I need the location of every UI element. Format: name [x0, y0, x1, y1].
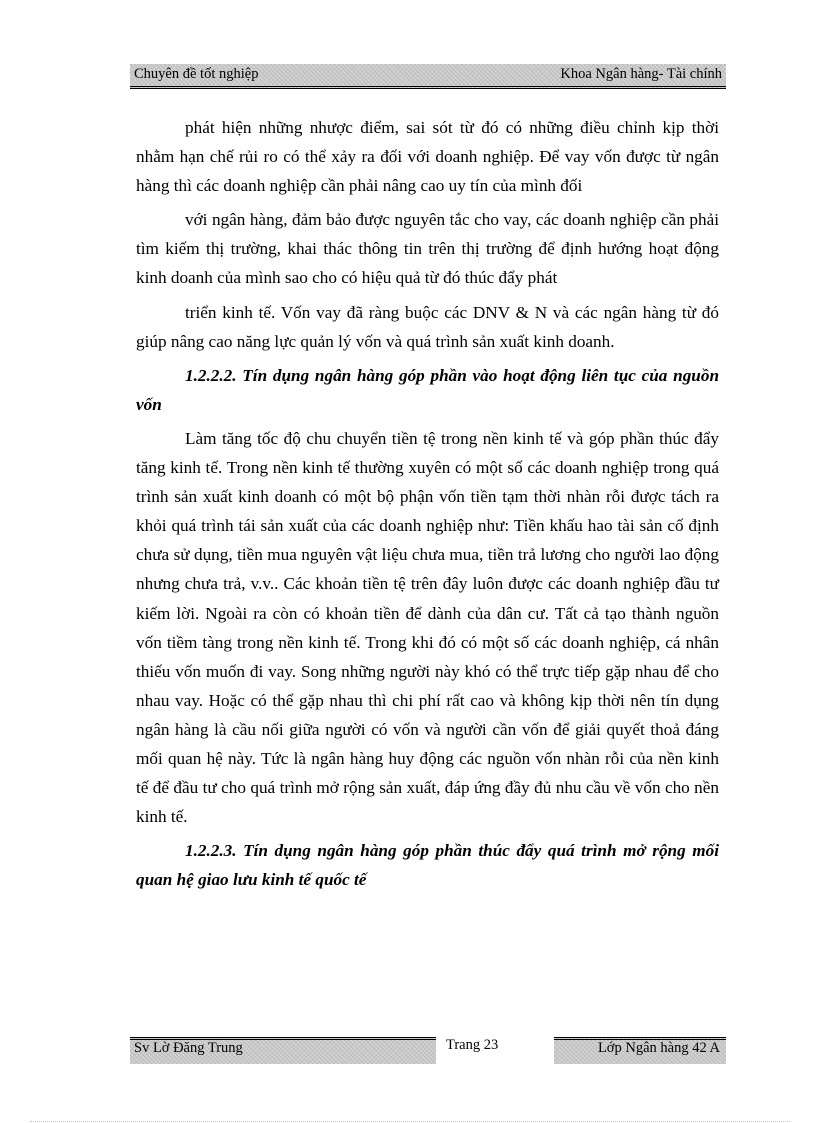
header-left-text: Chuyên đề tốt nghiệp — [134, 66, 259, 82]
header-right-text: Khoa Ngân hàng- Tài chính — [560, 66, 722, 82]
paragraph-4: Làm tăng tốc độ chu chuyển tiền tệ trong nền kinh tế và góp phần thúc đẩy tăng kinh tế. Trong nền kinh tế thường xuyên có một số các doanh nghiệp trong quá trình sản xuất kinh doanh có một bộ phận vốn tiền tạm thời nhàn rỗi được tách ra khỏi quá trình tái sản xuất của các doanh nghiệp như: Tiền khấu hao tài sản cố định chưa sử dụng, tiền mua nguyên vật liệu chưa mua, tiền trả lương cho người lao động nhưng chưa trả, v.v.. Các khoản tiền tệ trên đây luôn được các doanh nghiệp đầu tư kiếm lời. Ngoài ra còn có khoản tiền để dành của dân cư. Tất cả tạo thành nguồn vốn tiềm tàng trong nền kinh tế. Trong khi đó có một số các doanh nghiệp, cá nhân thiếu vốn muốn đi vay. Song những người này khó có thể trực tiếp gặp nhau để cho nhau vay. Hoặc có thể gặp nhau thì chi phí rất cao và không kịp thời nên tín dụng ngân hàng là cầu nối giữa người có vốn và người cần vốn để giải quyết thoả đáng mối quan hệ này. Tức là ngân hàng huy động các nguồn vốn nhàn rỗi của nền kinh tế để đầu tư cho quá trình mở rộng sản xuất, đáp ứng đầy đủ nhu cầu về vốn cho nền kinh tế. — [136, 428, 719, 827]
paragraph-3: triển kinh tế. Vốn vay đã ràng buộc các DNV & N và các ngân hàng từ đó giúp nâng cao năng lực quản lý vốn và quá trình sản xuất kinh doanh. — [136, 302, 719, 351]
section-heading-1-2-2-3: 1.2.2.3. Tín dụng ngân hàng góp phần thúc đẩy quá trình mở rộng mối quan hệ giao lưu kinh tế quốc tế — [136, 841, 719, 890]
paragraph-2: với ngân hàng, đảm bảo được nguyên tắc cho vay, các doanh nghiệp cần phải tìm kiếm thị trường, khai thác thông tin trên thị trường để định hướng hoạt động kinh doanh của mình sao cho có hiệu quả từ đó thúc đẩy phát — [136, 210, 719, 288]
page-header — [130, 64, 726, 89]
page-footer — [130, 1033, 726, 1063]
footer-class-name: Lớp Ngân hàng 42 A — [597, 1040, 720, 1056]
page-bottom-divider — [30, 1121, 790, 1122]
section-heading-1-2-2-2: 1.2.2.2. Tín dụng ngân hàng góp phần vào hoạt động liên tục của nguồn vốn — [136, 365, 719, 414]
footer-page-number: Trang 23 — [446, 1037, 499, 1053]
paragraph-1: phát hiện những nhược điểm, sai sót từ đó có những điều chỉnh kịp thời nhằm hạn chế rủi ro có thể xảy ra đối với doanh nghiệp. Để vay vốn được từ ngân hàng thì các doanh nghiệp cần phải nâng cao uy tín của mình đối — [136, 118, 719, 196]
document-body — [136, 113, 719, 899]
footer-student-name: Sv Lờ Đăng Trung — [134, 1040, 243, 1056]
